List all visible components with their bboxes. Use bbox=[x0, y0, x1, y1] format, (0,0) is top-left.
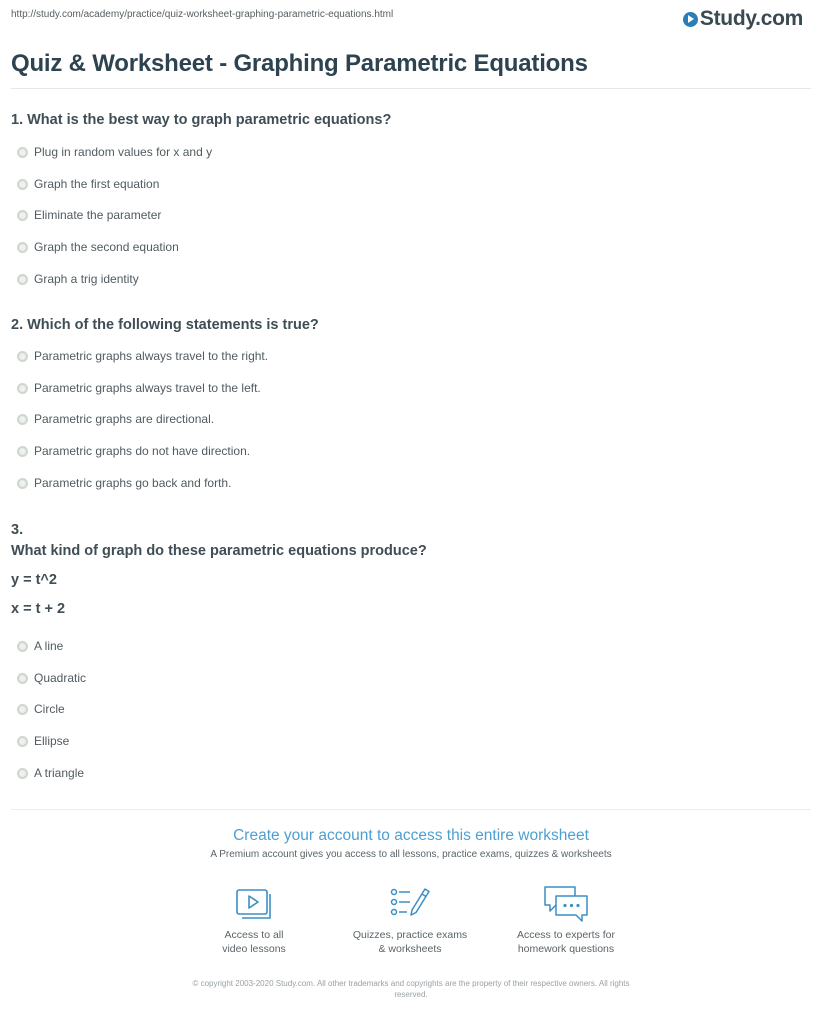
question-number: 3. bbox=[11, 522, 24, 538]
answer-option[interactable] bbox=[11, 373, 811, 405]
answer-option[interactable] bbox=[11, 726, 811, 758]
answer-option[interactable] bbox=[11, 631, 811, 663]
feature-label-line2: video lessons bbox=[222, 943, 286, 955]
answer-label: Circle bbox=[34, 702, 65, 717]
title-divider bbox=[11, 88, 811, 89]
question-title: 1. What is the best way to graph parametric equations? bbox=[11, 112, 392, 128]
answer-label: Eliminate the parameter bbox=[34, 208, 162, 223]
question-2 bbox=[11, 316, 811, 499]
equation-y: y = t^2 bbox=[11, 572, 57, 588]
radio-button[interactable] bbox=[17, 147, 28, 158]
question-3 bbox=[11, 521, 811, 789]
radio-button[interactable] bbox=[17, 736, 28, 747]
answer-option[interactable] bbox=[11, 758, 811, 790]
answer-option[interactable] bbox=[11, 232, 811, 264]
cta-divider bbox=[11, 809, 811, 810]
answer-label: Quadratic bbox=[34, 670, 87, 685]
answer-label: A triangle bbox=[34, 765, 85, 780]
answer-option[interactable] bbox=[11, 436, 811, 468]
feature-quizzes bbox=[325, 884, 495, 956]
copyright-line1: © copyright 2003-2020 Study.com. All other trademarks and copyrights are the property of their respective owners. All rights bbox=[192, 979, 630, 988]
answer-option[interactable] bbox=[11, 200, 811, 232]
radio-button[interactable] bbox=[17, 179, 28, 190]
radio-button[interactable] bbox=[17, 274, 28, 285]
answer-options bbox=[11, 631, 811, 789]
answer-option[interactable] bbox=[11, 694, 811, 726]
radio-button[interactable] bbox=[17, 242, 28, 253]
equation-x: x = t + 2 bbox=[11, 601, 66, 617]
question-1 bbox=[11, 111, 811, 295]
radio-button[interactable] bbox=[17, 414, 28, 425]
radio-button[interactable] bbox=[17, 478, 28, 489]
expert-chat-icon bbox=[542, 884, 590, 924]
page-url: http://study.com/academy/practice/quiz-worksheet-graphing-parametric-equations.html bbox=[11, 9, 394, 20]
copyright-footer bbox=[150, 978, 672, 1000]
feature-label-line2: & worksheets bbox=[378, 943, 442, 955]
cta-subtitle: A Premium account gives you access to all lessons, practice exams, quizzes & worksheets bbox=[210, 849, 612, 860]
answer-label: Parametric graphs do not have direction. bbox=[34, 443, 251, 458]
radio-button[interactable] bbox=[17, 210, 28, 221]
copyright-line2: reserved. bbox=[394, 990, 428, 999]
answer-options bbox=[11, 137, 811, 295]
study-com-logo[interactable] bbox=[683, 7, 803, 31]
answer-label: A line bbox=[34, 638, 64, 653]
answer-label: Graph the second equation bbox=[34, 239, 179, 254]
question-title: What kind of graph do these parametric equations produce? bbox=[11, 543, 427, 559]
answer-label: Parametric graphs always travel to the left. bbox=[34, 380, 261, 395]
answer-option[interactable] bbox=[11, 341, 811, 373]
question-title: 2. Which of the following statements is true? bbox=[11, 317, 319, 333]
feature-label-line1: Access to all bbox=[224, 929, 284, 941]
radio-button[interactable] bbox=[17, 641, 28, 652]
feature-video-lessons bbox=[169, 884, 339, 956]
answer-label: Parametric graphs go back and forth. bbox=[34, 475, 232, 490]
answer-label: Plug in random values for x and y bbox=[34, 144, 213, 159]
play-logo-icon bbox=[683, 12, 698, 27]
answer-option[interactable] bbox=[11, 468, 811, 500]
feature-label-line1: Quizzes, practice exams bbox=[352, 929, 468, 941]
create-account-link[interactable]: Create your account to access this entire worksheet bbox=[233, 827, 589, 844]
answer-label: Ellipse bbox=[34, 733, 70, 748]
brand-name: Study.com bbox=[699, 7, 803, 30]
answer-option[interactable] bbox=[11, 663, 811, 695]
answer-option[interactable] bbox=[11, 264, 811, 296]
feature-label-line1: Access to experts for bbox=[516, 929, 616, 941]
page-title: Quiz & Worksheet - Graphing Parametric Equations bbox=[11, 50, 588, 77]
answer-label: Parametric graphs always travel to the right. bbox=[34, 348, 269, 363]
top-bar bbox=[11, 9, 808, 31]
video-lessons-icon bbox=[234, 884, 274, 924]
radio-button[interactable] bbox=[17, 704, 28, 715]
radio-button[interactable] bbox=[17, 768, 28, 779]
feature-experts bbox=[481, 884, 651, 956]
answer-label: Graph a trig identity bbox=[34, 271, 139, 286]
answer-label: Graph the first equation bbox=[34, 176, 160, 191]
radio-button[interactable] bbox=[17, 446, 28, 457]
radio-button[interactable] bbox=[17, 383, 28, 394]
feature-label-line2: homework questions bbox=[517, 943, 615, 955]
radio-button[interactable] bbox=[17, 673, 28, 684]
answer-option[interactable] bbox=[11, 137, 811, 169]
answer-option[interactable] bbox=[11, 404, 811, 436]
answer-option[interactable] bbox=[11, 169, 811, 201]
radio-button[interactable] bbox=[17, 351, 28, 362]
answer-label: Parametric graphs are directional. bbox=[34, 412, 215, 427]
answer-options bbox=[11, 341, 811, 499]
quizzes-checklist-icon bbox=[388, 884, 432, 924]
